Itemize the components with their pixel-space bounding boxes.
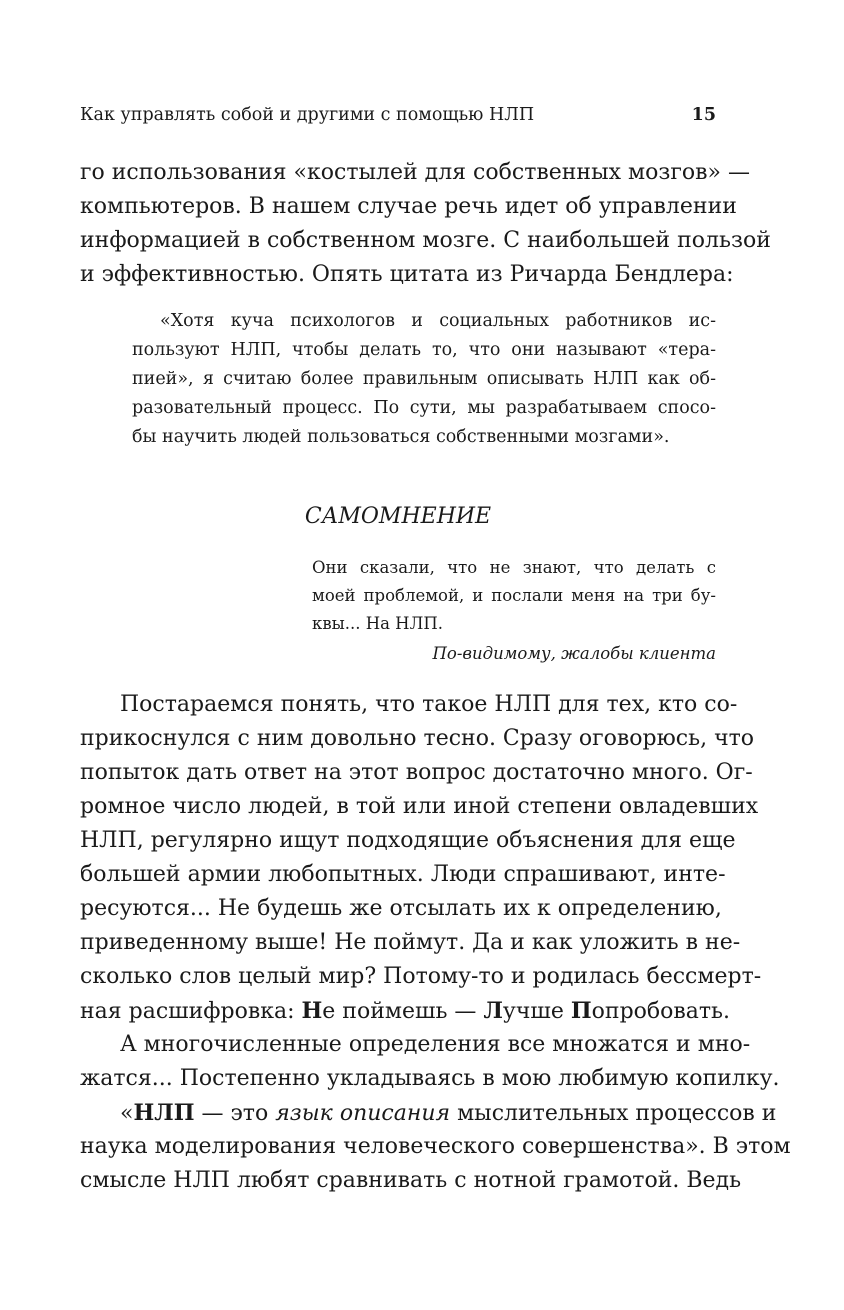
epigraph-attribution: По-видимому, жалобы клиента (432, 644, 716, 663)
open-quote: « (120, 1101, 134, 1126)
acronym-word-rest: е поймешь — (322, 999, 484, 1024)
text-line: ромное число людей, в той или иной степени овладевших (80, 794, 759, 819)
text-line: наука моделирования человеческого совершенства». В этом (80, 1134, 791, 1159)
text-line: большей армии любопытных. Люди спрашивают, инте- (80, 862, 726, 887)
quote-line: разовательный процесс. По сути, мы разрабатываем спосо- (132, 398, 716, 418)
definition-dash: — это (194, 1101, 276, 1126)
acronym-word-rest: опробовать. (591, 999, 731, 1024)
text-line: приведенному выше! Не поймут. Да и как уложить в не- (80, 930, 741, 955)
text-line: го использования «костылей для собственных мозгов» — (80, 160, 750, 185)
text-line: жатся... Постепенно укладываясь в мою любимую копилку. (80, 1066, 780, 1091)
acronym-letter: П (570, 998, 592, 1024)
page-number: 15 (691, 105, 716, 125)
definition-line (120, 1096, 777, 1130)
quote-line: «Хотя куча психологов и социальных работников ис- (160, 311, 716, 331)
text-line: А многочисленные определения все множатся и мно- (120, 1032, 751, 1057)
quote-line: бы научить людей пользоваться собственными мозгами». (132, 427, 670, 447)
acronym-line (80, 994, 731, 1028)
section-heading: САМОМНЕНИЕ (304, 504, 492, 529)
acronym-letter: Н (301, 998, 323, 1024)
text-line: попыток дать ответ на этот вопрос достаточно много. Ог- (80, 760, 753, 785)
text-line: информацией в собственном мозге. С наибольшей пользой (80, 228, 771, 253)
text-line: ресуются... Не будешь же отсылать их к определению, (80, 896, 722, 921)
text-line: сколько слов целый мир? Потому-то и родилась бессмерт- (80, 964, 762, 989)
epigraph-line: Они сказали, что не знают, что делать с (312, 558, 716, 577)
acronym-letter: Л (483, 998, 503, 1024)
quote-line: пользуют НЛП, чтобы делать то, что они называют «тера- (132, 340, 716, 360)
acronym-prefix: ная расшифровка: (80, 999, 302, 1024)
text-line: прикоснулся с ним довольно тесно. Сразу оговорюсь, что (80, 726, 755, 751)
text-line: Постараемся понять, что такое НЛП для тех, кто со- (120, 692, 738, 717)
running-head (80, 101, 716, 129)
text-line: и эффективностью. Опять цитата из Ричарда Бендлера: (80, 262, 734, 287)
epigraph-line: моей проблемой, и послали меня на три бу- (312, 586, 716, 605)
acronym-word-rest: учше (502, 999, 571, 1024)
italic-phrase: язык описания (275, 1101, 451, 1126)
running-head-title: Как управлять собой и другими с помощью НЛП (80, 105, 535, 125)
defined-term: НЛП (133, 1100, 195, 1126)
text-line: смысле НЛП любят сравнивать с нотной грамотой. Ведь (80, 1168, 742, 1193)
text-line: компьютеров. В нашем случае речь идет об управлении (80, 194, 737, 219)
definition-rest: мыслительных процессов и (450, 1101, 777, 1126)
text-line: НЛП, регулярно ищут подходящие объяснения для еще (80, 828, 736, 853)
quote-line: пией», я считаю более правильным описывать НЛП как об- (132, 369, 716, 389)
epigraph-line: квы... На НЛП. (312, 614, 443, 633)
